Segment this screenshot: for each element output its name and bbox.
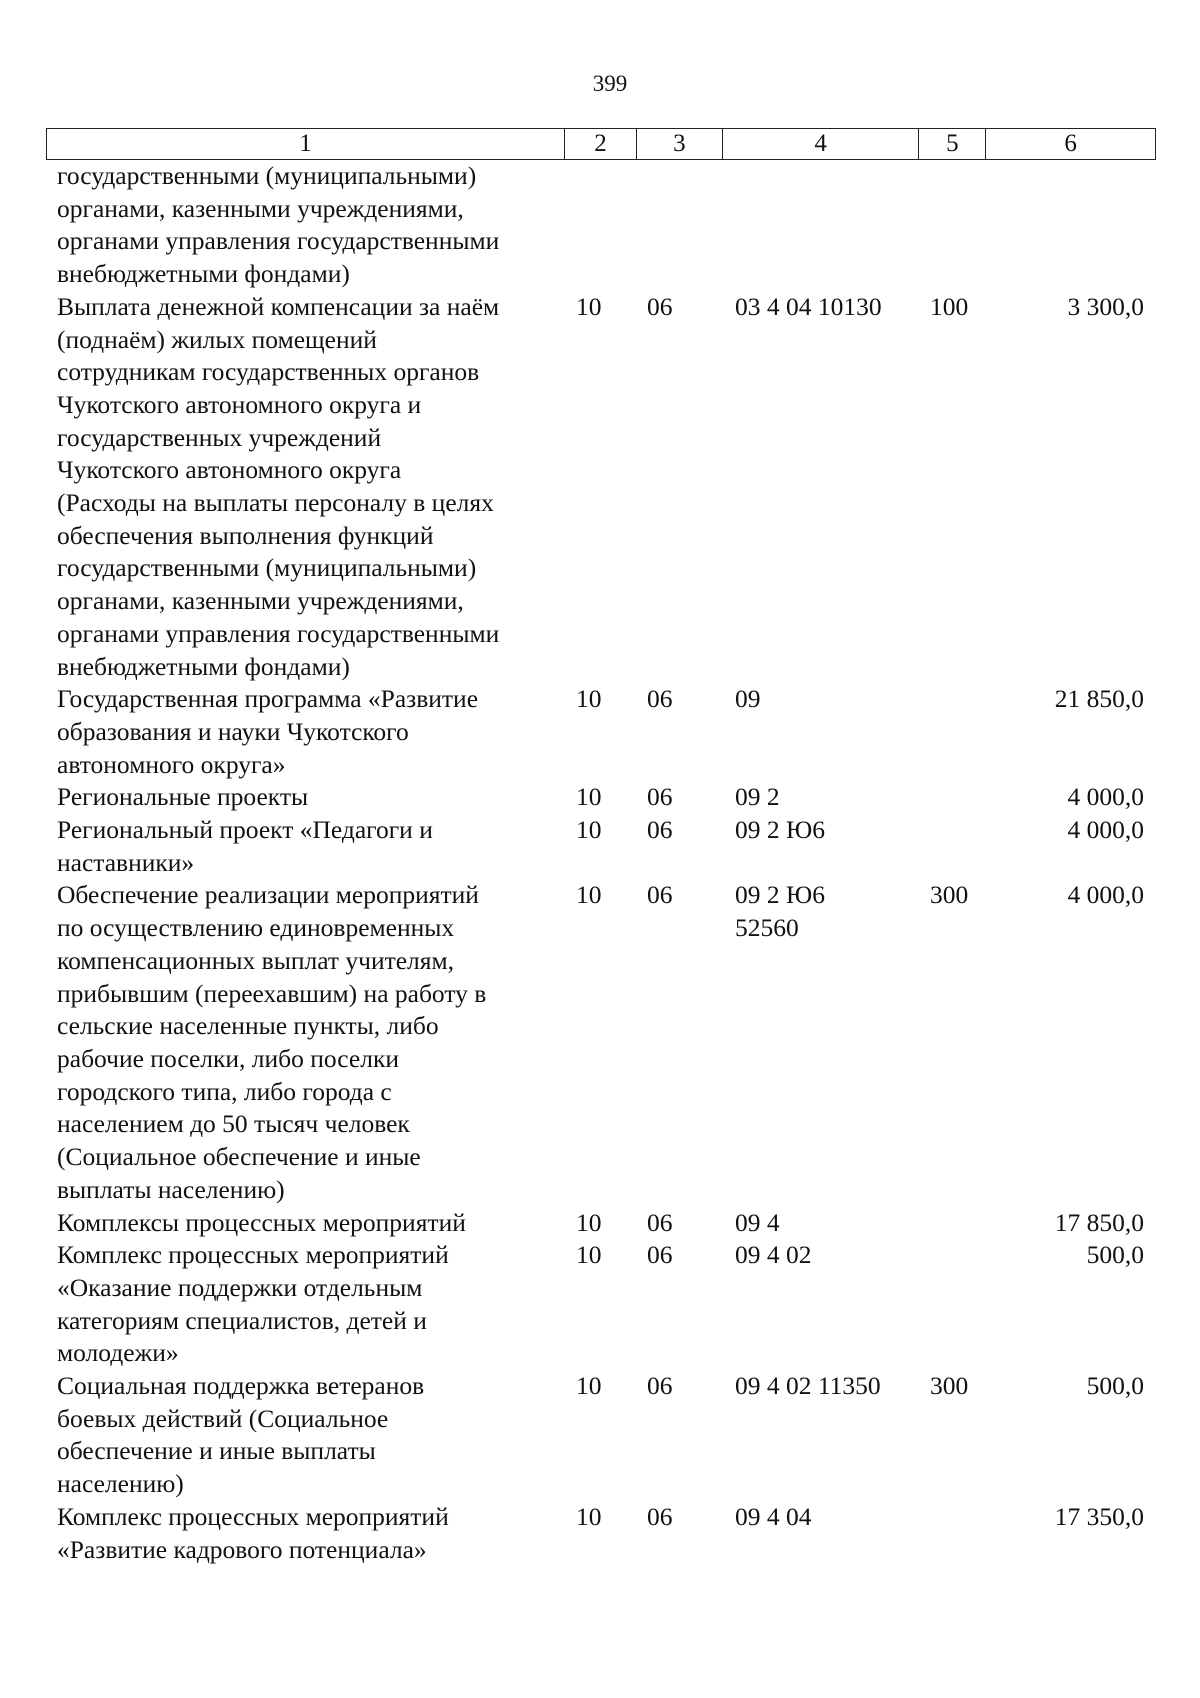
cell-section: 10: [576, 815, 602, 845]
cell-subsection: 06: [647, 815, 673, 845]
header-col-1: 1: [47, 129, 565, 159]
cell-target-article: 09 4: [735, 1207, 780, 1237]
table-row: [46, 1501, 1156, 1566]
cell-name: Региональные проекты: [57, 782, 309, 812]
cell-target-article: [723, 160, 920, 291]
cell-target-article: 09 2 Ю6: [735, 815, 825, 845]
cell-target-article: 09 2: [735, 782, 780, 812]
table-row: [46, 683, 1156, 781]
table-row: [46, 814, 1156, 879]
table-row: [46, 291, 1156, 683]
cell-target-article: 09 4 02: [735, 1240, 812, 1270]
cell-amount: [987, 160, 1156, 291]
cell-name: Государственная программа «Развитие образования и науки Чукотского автономного округа»: [57, 684, 479, 779]
cell-name: государственными (муниципальными) органами, казенными учреждениями, органами управления государственными внебюджетными фондами): [57, 161, 500, 289]
cell-expense-type: [920, 781, 987, 814]
table-body: [46, 160, 1156, 1566]
cell-section: 10: [576, 1371, 602, 1401]
cell-amount: 21 850,0: [1054, 684, 1144, 714]
cell-subsection: 06: [647, 782, 673, 812]
cell-subsection: 06: [647, 1240, 673, 1270]
cell-expense-type: [920, 1501, 987, 1566]
cell-subsection: 06: [647, 291, 673, 321]
cell-name: Обеспечение реализации мероприятий по осуществлению единовременных компенсационных выплат учителям, прибывшим (переехавшим) на работу в сельские населенные пункты, либо рабочие поселки, либо поселки городского типа, либо города с населением до 50 тысяч человек (Социальное обеспечение и иные выплаты населению): [57, 880, 487, 1204]
table-row: [46, 1207, 1156, 1240]
cell-expense-type: 300: [930, 1371, 969, 1401]
cell-expense-type: [920, 683, 987, 781]
cell-amount: 500,0: [1086, 1240, 1144, 1270]
page-number: 399: [592, 71, 628, 96]
cell-amount: 500,0: [1086, 1371, 1144, 1401]
cell-section: 10: [576, 782, 602, 812]
cell-subsection: 06: [647, 880, 673, 910]
cell-expense-type: [920, 160, 987, 291]
table-row: [46, 1239, 1156, 1370]
cell-amount: 4 000,0: [1067, 815, 1144, 845]
cell-subsection: 06: [647, 1501, 673, 1531]
cell-name: Социальная поддержка ветеранов боевых действий (Социальное обеспечение и иные выплаты населению): [57, 1371, 425, 1499]
table-row: [46, 781, 1156, 814]
cell-name: Региональный проект «Педагоги и наставники»: [57, 815, 433, 877]
table-row: [46, 1370, 1156, 1501]
cell-expense-type: [920, 814, 987, 879]
cell-expense-type: 300: [930, 880, 969, 910]
cell-section: 10: [576, 684, 602, 714]
cell-subsection: 06: [647, 1207, 673, 1237]
header-col-5: 5: [919, 129, 986, 159]
cell-amount: 17 850,0: [1054, 1207, 1144, 1237]
cell-amount: 4 000,0: [1067, 782, 1144, 812]
cell-target-article: 09 4 02 11350: [735, 1371, 881, 1401]
cell-amount: 4 000,0: [1067, 880, 1144, 910]
cell-subsection: 06: [647, 1371, 673, 1401]
cell-expense-type: [920, 1207, 987, 1240]
cell-target-article: 09 4 04: [735, 1501, 812, 1531]
cell-target-article: 09: [735, 684, 761, 714]
cell-name: Комплекс процессных мероприятий «Оказание поддержки отдельным категориям специалистов, детей и молодежи»: [57, 1240, 449, 1368]
cell-name: Комплексы процессных мероприятий: [57, 1207, 466, 1237]
cell-section: 10: [576, 1240, 602, 1270]
cell-subsection: [637, 160, 723, 291]
table-row: [46, 160, 1156, 291]
header-col-4: 4: [723, 129, 920, 159]
cell-subsection: 06: [647, 684, 673, 714]
cell-section: 10: [576, 880, 602, 910]
header-col-3: 3: [637, 129, 723, 159]
cell-name: Комплекс процессных мероприятий «Развитие кадрового потенциала»: [57, 1501, 449, 1564]
cell-target-article: 09 2 Ю6 52560: [735, 880, 825, 943]
table-header: [46, 128, 1156, 160]
cell-name: Выплата денежной компенсации за наём (поднаём) жилых помещений сотрудникам государственных органов Чукотского автономного округа и государственных учреждений Чукотского автономного округа (Расходы на выплаты персоналу в целях обеспечения выполнения функций государственными (муниципальными) органами, казенными учреждениями, органами управления государственными внебюджетными фондами): [57, 291, 500, 681]
cell-section: 10: [576, 1501, 602, 1531]
cell-section: 10: [576, 1207, 602, 1237]
table-row: [46, 879, 1156, 1206]
cell-expense-type: [920, 1239, 987, 1370]
cell-target-article: 03 4 04 10130: [735, 291, 882, 321]
cell-section: [565, 160, 637, 291]
header-col-6: 6: [1064, 130, 1077, 157]
header-col-2: 2: [565, 129, 637, 159]
cell-section: 10: [576, 291, 602, 321]
cell-expense-type: 100: [930, 291, 969, 321]
cell-amount: 3 300,0: [1067, 291, 1144, 321]
cell-amount: 17 350,0: [1054, 1501, 1144, 1531]
